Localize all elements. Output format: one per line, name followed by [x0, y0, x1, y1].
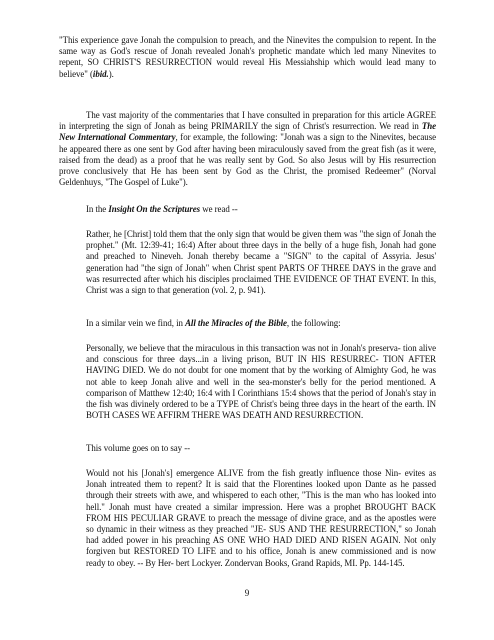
text-line: "This experience gave Jonah the compulsion to preach, and the Ninevites the compulsion to repent.	[59, 35, 413, 45]
page-number: 9	[244, 588, 250, 598]
text-line: to the Ninevites, because he appeared there as one sent by God after having been miraculously	[59, 132, 436, 154]
text-line: the period mentioned. A comparison of Matthew 12:40; 16:4 with I Corinthians 15:4	[86, 376, 437, 398]
paragraph-quote-continuation	[59, 35, 436, 80]
text-line: AGREE in interpreting the sign of Jonah as being PRIMARILY the sign of Christ's resurrection.	[59, 110, 436, 132]
text-line: , the following:	[286, 318, 341, 328]
text-line: lead many to believe" (	[59, 57, 436, 79]
text-line: capital of Assyria. Jesus' generation had "the sign of Jonah" when Christ spent PARTS	[86, 251, 436, 273]
paragraph-miracles-intro	[86, 318, 436, 329]
text-line: as he passed through their streets with awe, and whispered to each other, "This is the man	[86, 479, 436, 501]
ibid-citation: ibid.	[92, 68, 109, 79]
text-line: divine grace, and as the apostles were so dynamic in their witness as they preached "JE-	[86, 512, 436, 535]
text-line: ONE WHO HAD DIED AND RISEN AGAIN. Not only forgiven but RESTORED TO	[86, 535, 436, 557]
text-line: THE EVIDENCE OF THAT EVENT. In this, Christ was a sign to that generation (vol. 2,	[86, 273, 437, 296]
text-line: evites as Jonah intreated them to repent? It is said that the Florentines looked upon Dante	[86, 468, 436, 490]
text-line: Rather, he [Christ] told them that the only sign that would be given them was "the sign of	[86, 229, 401, 239]
text-line: This volume goes on to say --	[86, 443, 191, 453]
text-line: Personally, we believe that the miraculous in this transaction was not in Jonah's preserva-	[86, 343, 401, 353]
text-line: Christ's being three days in the heart of the earth. IN BOTH CASES WE AFFIRM	[86, 399, 436, 421]
text-line: Ninevites to repent, SO CHRIST'S RESURRECTION would reveal His Messiahship which would	[59, 46, 436, 68]
text-line: fish, Jonah had gone and preached to Nineveh. Jonah thereby became a "SIGN" to the	[86, 240, 436, 262]
paragraph-insight-intro	[86, 204, 436, 215]
block-quote-insight	[86, 229, 436, 296]
text-line: OF THREE DAYS in the grave and was resurrected after which his disciples proclaimed	[86, 262, 436, 284]
text-line: LIFE and to his office, Jonah is anew commissioned and is now ready to obey. -- By Her-	[86, 546, 436, 568]
book-title: Insight On the Scriptures	[108, 204, 201, 214]
text-line: In the	[86, 204, 109, 214]
block-quote-lockyer	[86, 468, 436, 569]
text-line: Jonah the prophet." (Mt. 12:39-41; 16:4) After about three days in the belly of a huge	[86, 229, 437, 251]
text-line: tion alive and conscious for three days...in a living prison, BUT IN HIS RESURREC-	[86, 343, 436, 365]
text-line: TION AFTER HAVING DIED. We do not doubt for one moment that by the working of	[86, 354, 437, 376]
paragraph-volume-goes-on	[86, 443, 436, 454]
text-line: saved from the great fish (as it were, raised from the dead) as a proof that he was really sent by	[59, 143, 437, 165]
text-line: we read --	[200, 204, 238, 214]
text-line: In the same way as God's rescue of Jonah revealed Jonah's prophetic mandate which led many	[59, 35, 437, 57]
text-line: ).	[108, 68, 114, 79]
text-line: We read in	[379, 121, 422, 132]
text-line: SUS AND THE RESURRECTION," so Jonah had added power in his preaching AS	[86, 524, 436, 546]
text-line: the Christ, the promised Redeemer" (Norval Geldenhuys, "The Gospel of Luke").	[59, 166, 436, 188]
text-line: God. So also Jesus will by His resurrection prove conclusively that He has been sent by God as	[59, 154, 437, 177]
text-line: Almighty God, he was not able to keep Jonah alive and well in the sea-monster's belly for	[86, 365, 436, 387]
paragraph-commentaries	[59, 110, 436, 188]
text-line: prophet BROUGHT BACK FROM HIS PECULIAR GRAVE to preach the message of	[86, 501, 436, 523]
text-line: The vast majority of the commentaries that I have consulted in preparation for this article	[86, 110, 405, 120]
text-line: shows that the period of Jonah's stay in the fish was divinely ordered to be a TYPE of	[86, 387, 436, 410]
text-line: who has looked into hell." Jonah must have created a similar impression. Here was a	[86, 490, 436, 512]
text-line: p. 941).	[238, 285, 266, 296]
book-title: All the Miracles of the Bible	[185, 318, 287, 328]
text-line: , for example, the following: "Jonah was a sign	[175, 132, 345, 143]
text-line: bert Lockyer. Zondervan Books, Grand Rapids, MI. Pp. 144-145.	[175, 557, 405, 568]
text-line: THERE WAS DEATH AND RESURRECTION.	[191, 410, 364, 421]
block-quote-miracles	[86, 343, 436, 421]
text-line: Would not his [Jonah's] emergence ALIVE from the fish greatly influence those Nin-	[86, 468, 402, 478]
text-line: In a similar vein we find, in	[86, 318, 186, 328]
book-title: The New International Commentary	[59, 121, 437, 143]
